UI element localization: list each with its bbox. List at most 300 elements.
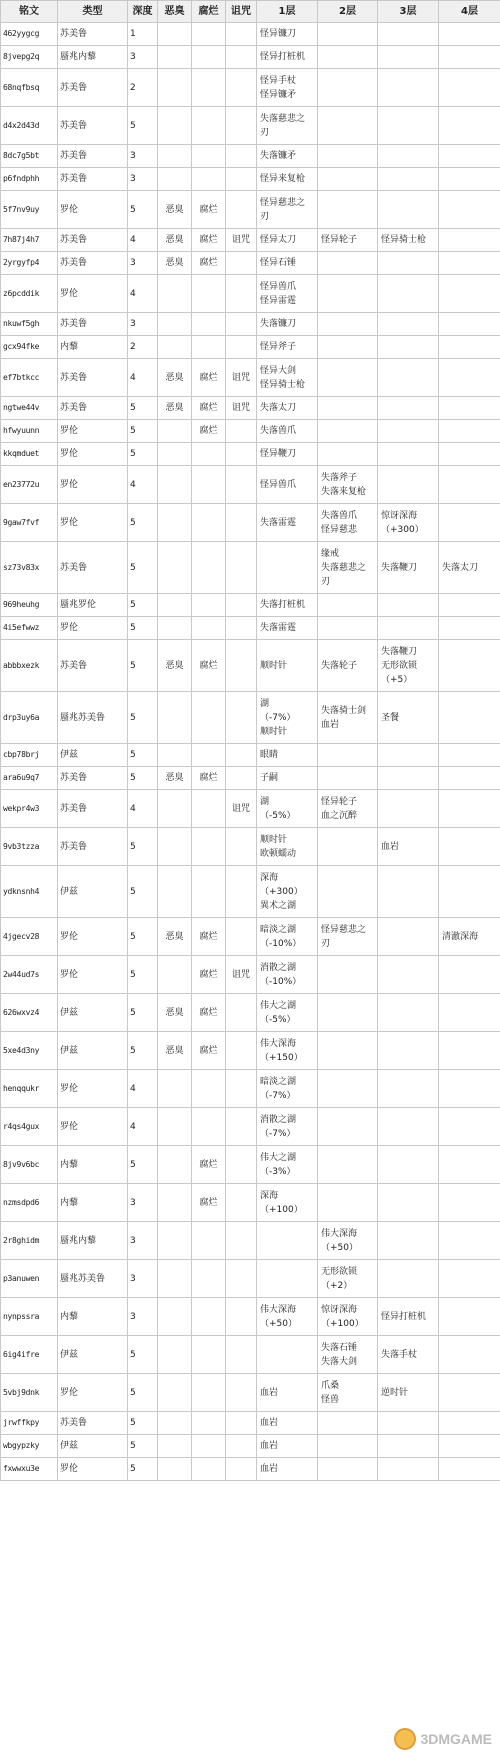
table-row xyxy=(1,1146,500,1184)
depth-cell: 4 xyxy=(128,1070,158,1108)
curse-cell: 诅咒 xyxy=(226,956,257,994)
layer-2-cell xyxy=(318,1336,378,1374)
header-curse: 诅咒 xyxy=(226,1,257,23)
glyph-cell: jrwffkpy xyxy=(1,1412,58,1435)
layer-1-cell xyxy=(257,692,318,744)
type-cell: 蜃兆苏美鲁 xyxy=(58,1260,128,1298)
layer-1-cell xyxy=(257,191,318,229)
table-row xyxy=(1,466,500,504)
depth-cell: 3 xyxy=(128,46,158,69)
layer-3-cell xyxy=(378,1146,439,1184)
layer-line: 逆时针 xyxy=(381,1387,409,1398)
rot-cell xyxy=(192,1435,226,1458)
layer-2-cell xyxy=(318,504,378,542)
type-cell: 苏美鲁 xyxy=(58,359,128,397)
header-depth: 深度 xyxy=(128,1,158,23)
layer-line: （+5） xyxy=(381,674,413,685)
layer-2-cell xyxy=(318,23,378,46)
type-cell: 罗伦 xyxy=(58,1374,128,1412)
header-layer-3: 3层 xyxy=(378,1,439,23)
type-cell: 内藜 xyxy=(58,1146,128,1184)
layer-2-cell xyxy=(318,313,378,336)
layer-4-cell xyxy=(439,918,500,956)
layer-line: 怪异轮子 xyxy=(321,235,358,245)
layer-2-cell xyxy=(318,275,378,313)
curse-cell xyxy=(226,145,257,168)
layer-1-cell xyxy=(257,252,318,275)
layer-4-cell xyxy=(439,1070,500,1108)
depth-cell: 5 xyxy=(128,692,158,744)
foul-cell xyxy=(158,1222,192,1260)
layer-line: 清澈深海 xyxy=(442,931,479,942)
layer-line: 失落兽爪 xyxy=(260,426,297,436)
layer-3-cell xyxy=(378,443,439,466)
layer-1-cell xyxy=(257,1146,318,1184)
layer-line: 怪异兽爪 xyxy=(260,281,297,292)
layer-3-cell xyxy=(378,790,439,828)
layer-1-cell xyxy=(257,1260,318,1298)
table-row xyxy=(1,640,500,692)
foul-cell xyxy=(158,23,192,46)
layer-line: 深海 xyxy=(260,872,279,883)
rot-cell xyxy=(192,466,226,504)
glyph-cell: p6fndphh xyxy=(1,168,58,191)
depth-cell: 5 xyxy=(128,767,158,790)
depth-cell: 4 xyxy=(128,790,158,828)
layer-line: 血岩 xyxy=(321,719,340,730)
layer-line: 失落斧子 xyxy=(321,472,358,483)
table-row xyxy=(1,918,500,956)
layer-line: 怪异慈悲之 xyxy=(321,924,367,935)
layer-4-cell xyxy=(439,191,500,229)
layer-3-cell xyxy=(378,107,439,145)
layer-2-cell xyxy=(318,191,378,229)
layer-line: 怪异来复枪 xyxy=(260,174,306,184)
layer-line: 湖 xyxy=(260,796,270,807)
layer-2-cell xyxy=(318,107,378,145)
3dm-logo-icon xyxy=(394,1728,416,1750)
layer-line: 怪异打桩机 xyxy=(260,52,306,62)
table-row xyxy=(1,866,500,918)
glyph-cell: drp3uy6a xyxy=(1,692,58,744)
foul-cell xyxy=(158,594,192,617)
glyph-cell: 626wxvz4 xyxy=(1,994,58,1032)
curse-cell xyxy=(226,443,257,466)
layer-1-cell xyxy=(257,1458,318,1481)
depth-cell: 5 xyxy=(128,191,158,229)
layer-3-cell xyxy=(378,956,439,994)
layer-4-cell xyxy=(439,1184,500,1222)
type-cell: 蜃兆内藜 xyxy=(58,1222,128,1260)
layer-line: 伟大深海 xyxy=(260,1038,297,1049)
layer-1-cell xyxy=(257,1108,318,1146)
rot-cell xyxy=(192,443,226,466)
table-row xyxy=(1,443,500,466)
foul-cell xyxy=(158,956,192,994)
layer-4-cell xyxy=(439,866,500,918)
foul-cell xyxy=(158,466,192,504)
layer-4-cell xyxy=(439,994,500,1032)
layer-3-cell xyxy=(378,252,439,275)
layer-1-cell xyxy=(257,918,318,956)
glyph-cell: 2yrgyfp4 xyxy=(1,252,58,275)
layer-line: （+100） xyxy=(321,1318,364,1329)
rot-cell xyxy=(192,1260,226,1298)
layer-4-cell xyxy=(439,443,500,466)
layer-1-cell xyxy=(257,23,318,46)
type-cell: 罗伦 xyxy=(58,617,128,640)
watermark xyxy=(394,1728,492,1750)
glyph-cell: 2w44ud7s xyxy=(1,956,58,994)
depth-cell: 4 xyxy=(128,1108,158,1146)
layer-3-cell xyxy=(378,191,439,229)
layer-line: 失落手杖 xyxy=(381,1349,418,1360)
type-cell: 罗伦 xyxy=(58,504,128,542)
layer-2-cell xyxy=(318,767,378,790)
rot-cell: 腐烂 xyxy=(192,359,226,397)
foul-cell xyxy=(158,1412,192,1435)
layer-3-cell xyxy=(378,542,439,594)
depth-cell: 3 xyxy=(128,168,158,191)
layer-line: （-5%） xyxy=(260,810,296,821)
glyph-cell: 6ig4ifre xyxy=(1,1336,58,1374)
layer-4-cell xyxy=(439,1222,500,1260)
table-row xyxy=(1,1108,500,1146)
rot-cell xyxy=(192,1298,226,1336)
layer-4-cell xyxy=(439,107,500,145)
layer-1-cell xyxy=(257,1435,318,1458)
rot-cell xyxy=(192,790,226,828)
curse-cell xyxy=(226,1260,257,1298)
foul-cell: 恶臭 xyxy=(158,397,192,420)
rot-cell: 腐烂 xyxy=(192,640,226,692)
layer-4-cell xyxy=(439,1260,500,1298)
layer-1-cell xyxy=(257,397,318,420)
layer-4-cell xyxy=(439,617,500,640)
foul-cell xyxy=(158,617,192,640)
layer-4-cell xyxy=(439,397,500,420)
layer-2-cell xyxy=(318,1412,378,1435)
depth-cell: 4 xyxy=(128,229,158,252)
layer-line: 怪异骑士枪 xyxy=(260,379,306,390)
foul-cell xyxy=(158,107,192,145)
table-row xyxy=(1,336,500,359)
glyph-cell: nynpssra xyxy=(1,1298,58,1336)
foul-cell xyxy=(158,542,192,594)
depth-cell: 5 xyxy=(128,397,158,420)
curse-cell xyxy=(226,69,257,107)
layer-2-cell xyxy=(318,443,378,466)
rot-cell xyxy=(192,1412,226,1435)
rot-cell xyxy=(192,504,226,542)
layer-4-cell xyxy=(439,744,500,767)
foul-cell xyxy=(158,1108,192,1146)
type-cell: 罗伦 xyxy=(58,1458,128,1481)
rot-cell xyxy=(192,107,226,145)
layer-3-cell xyxy=(378,692,439,744)
depth-cell: 5 xyxy=(128,866,158,918)
layer-line: 失落来复枪 xyxy=(321,486,367,497)
layer-3-cell xyxy=(378,23,439,46)
table-row xyxy=(1,692,500,744)
glyph-cell: 5vbj9dnk xyxy=(1,1374,58,1412)
curse-cell xyxy=(226,542,257,594)
layer-4-cell xyxy=(439,46,500,69)
foul-cell xyxy=(158,336,192,359)
layer-line: 伟大深海 xyxy=(321,1228,358,1239)
layer-3-cell xyxy=(378,767,439,790)
type-cell: 罗伦 xyxy=(58,443,128,466)
type-cell: 伊兹 xyxy=(58,1032,128,1070)
layer-2-cell xyxy=(318,1298,378,1336)
layer-1-cell xyxy=(257,145,318,168)
rot-cell xyxy=(192,744,226,767)
layer-3-cell xyxy=(378,994,439,1032)
table-row xyxy=(1,107,500,145)
layer-3-cell xyxy=(378,275,439,313)
table-row xyxy=(1,994,500,1032)
layer-line: 失落镰刀 xyxy=(260,319,297,329)
curse-cell xyxy=(226,23,257,46)
glyph-cell: ara6u9q7 xyxy=(1,767,58,790)
layer-2-cell xyxy=(318,542,378,594)
type-cell: 罗伦 xyxy=(58,275,128,313)
type-cell: 苏美鲁 xyxy=(58,542,128,594)
layer-line: 圣餐 xyxy=(381,712,400,723)
type-cell: 内藜 xyxy=(58,1184,128,1222)
foul-cell xyxy=(158,168,192,191)
layer-3-cell xyxy=(378,617,439,640)
depth-cell: 5 xyxy=(128,1336,158,1374)
foul-cell xyxy=(158,46,192,69)
layer-4-cell xyxy=(439,1298,500,1336)
header-layer-1: 1层 xyxy=(257,1,318,23)
depth-cell: 5 xyxy=(128,1032,158,1070)
depth-cell: 5 xyxy=(128,640,158,692)
layer-line: 血岩 xyxy=(260,1464,279,1474)
layer-2-cell xyxy=(318,594,378,617)
glyph-cell: henqqukr xyxy=(1,1070,58,1108)
depth-cell: 5 xyxy=(128,617,158,640)
depth-cell: 3 xyxy=(128,252,158,275)
curse-cell xyxy=(226,336,257,359)
glyph-cell: 4i5efwwz xyxy=(1,617,58,640)
curse-cell xyxy=(226,1298,257,1336)
type-cell: 蜃兆罗伦 xyxy=(58,594,128,617)
layer-1-cell xyxy=(257,1298,318,1336)
type-cell: 苏美鲁 xyxy=(58,640,128,692)
type-cell: 罗伦 xyxy=(58,956,128,994)
glyph-cell: z6pcddik xyxy=(1,275,58,313)
type-cell: 罗伦 xyxy=(58,1108,128,1146)
curse-cell xyxy=(226,1070,257,1108)
glyph-cell: r4qs4gux xyxy=(1,1108,58,1146)
layer-2-cell xyxy=(318,744,378,767)
layer-line: 怪异太刀 xyxy=(260,235,297,245)
foul-cell: 恶臭 xyxy=(158,359,192,397)
type-cell: 伊兹 xyxy=(58,1435,128,1458)
foul-cell xyxy=(158,1435,192,1458)
layer-4-cell xyxy=(439,1336,500,1374)
header-glyph: 铭文 xyxy=(1,1,58,23)
layer-3-cell xyxy=(378,640,439,692)
layer-4-cell xyxy=(439,69,500,107)
curse-cell xyxy=(226,1108,257,1146)
layer-2-cell xyxy=(318,640,378,692)
depth-cell: 5 xyxy=(128,594,158,617)
curse-cell xyxy=(226,1458,257,1481)
type-cell: 苏美鲁 xyxy=(58,107,128,145)
rot-cell xyxy=(192,145,226,168)
layer-line: 失落慈悲之 xyxy=(260,113,306,124)
curse-cell xyxy=(226,617,257,640)
layer-line: 失落大剑 xyxy=(321,1356,358,1367)
layer-4-cell xyxy=(439,504,500,542)
layer-3-cell xyxy=(378,229,439,252)
layer-line: （+100） xyxy=(260,1204,303,1215)
rot-cell xyxy=(192,168,226,191)
layer-line: （+150） xyxy=(260,1052,303,1063)
layer-3-cell xyxy=(378,69,439,107)
layer-line: 刃 xyxy=(321,938,331,949)
glyph-cell: gcx94fke xyxy=(1,336,58,359)
foul-cell: 恶臭 xyxy=(158,767,192,790)
depth-cell: 5 xyxy=(128,107,158,145)
layer-3-cell xyxy=(378,1435,439,1458)
table-row xyxy=(1,69,500,107)
layer-line: 暗淡之湖 xyxy=(260,1076,297,1087)
glyph-cell: ydknsnh4 xyxy=(1,866,58,918)
layer-line: 惊讶深海 xyxy=(321,1304,358,1315)
layer-2-cell xyxy=(318,229,378,252)
glyph-cell: ngtwe44v xyxy=(1,397,58,420)
table-row xyxy=(1,397,500,420)
layer-4-cell xyxy=(439,1435,500,1458)
layer-1-cell xyxy=(257,1374,318,1412)
layer-2-cell xyxy=(318,466,378,504)
layer-3-cell xyxy=(378,918,439,956)
layer-1-cell xyxy=(257,313,318,336)
table-row xyxy=(1,790,500,828)
layer-3-cell xyxy=(378,744,439,767)
type-cell: 苏美鲁 xyxy=(58,252,128,275)
layer-2-cell xyxy=(318,1435,378,1458)
table-row xyxy=(1,313,500,336)
layer-line: 顺时针 xyxy=(260,660,288,671)
rot-cell: 腐烂 xyxy=(192,918,226,956)
layer-2-cell xyxy=(318,1146,378,1184)
layer-line: 怪异大剑 xyxy=(260,365,297,376)
layer-3-cell xyxy=(378,504,439,542)
layer-1-cell xyxy=(257,1032,318,1070)
layer-1-cell xyxy=(257,767,318,790)
type-cell: 内藜 xyxy=(58,1298,128,1336)
layer-1-cell xyxy=(257,1184,318,1222)
curse-cell xyxy=(226,275,257,313)
layer-2-cell xyxy=(318,617,378,640)
curse-cell xyxy=(226,1146,257,1184)
layer-line: 失落骑士剑 xyxy=(321,705,367,716)
type-cell: 伊兹 xyxy=(58,744,128,767)
layer-line: 惊讶深海 xyxy=(381,510,418,521)
glyph-cell: 4jgecv28 xyxy=(1,918,58,956)
type-cell: 罗伦 xyxy=(58,191,128,229)
curse-cell xyxy=(226,692,257,744)
type-cell: 内藜 xyxy=(58,336,128,359)
foul-cell xyxy=(158,1260,192,1298)
glyph-cell: d4x2d43d xyxy=(1,107,58,145)
layer-4-cell xyxy=(439,168,500,191)
layer-line: 欧顿蠕动 xyxy=(260,848,297,859)
depth-cell: 3 xyxy=(128,1184,158,1222)
table-row xyxy=(1,1070,500,1108)
rot-cell: 腐烂 xyxy=(192,994,226,1032)
table-row xyxy=(1,191,500,229)
rot-cell xyxy=(192,692,226,744)
table-row xyxy=(1,828,500,866)
depth-cell: 5 xyxy=(128,1412,158,1435)
header-rot: 腐烂 xyxy=(192,1,226,23)
glyph-cell: 9gaw7fvf xyxy=(1,504,58,542)
layer-4-cell xyxy=(439,275,500,313)
table-row xyxy=(1,23,500,46)
layer-line: （-10%） xyxy=(260,938,302,949)
table-row xyxy=(1,1374,500,1412)
depth-cell: 5 xyxy=(128,994,158,1032)
layer-3-cell xyxy=(378,313,439,336)
rot-cell: 腐烂 xyxy=(192,397,226,420)
layer-1-cell xyxy=(257,1070,318,1108)
glyph-cell: 8jvepg2q xyxy=(1,46,58,69)
depth-cell: 1 xyxy=(128,23,158,46)
layer-line: 失落雷霆 xyxy=(260,623,297,633)
layer-4-cell xyxy=(439,420,500,443)
header-layer-4: 4层 xyxy=(439,1,500,23)
layer-4-cell xyxy=(439,594,500,617)
curse-cell xyxy=(226,420,257,443)
layer-4-cell xyxy=(439,229,500,252)
rot-cell xyxy=(192,336,226,359)
layer-1-cell xyxy=(257,168,318,191)
depth-cell: 3 xyxy=(128,145,158,168)
rot-cell xyxy=(192,1108,226,1146)
depth-cell: 5 xyxy=(128,1146,158,1184)
rot-cell xyxy=(192,1070,226,1108)
curse-cell xyxy=(226,1412,257,1435)
layer-2-cell xyxy=(318,1458,378,1481)
layer-line: 眼睛 xyxy=(260,750,279,760)
table-row xyxy=(1,504,500,542)
layer-2-cell xyxy=(318,1260,378,1298)
layer-3-cell xyxy=(378,466,439,504)
layer-line: 怪异慈悲之 xyxy=(260,197,306,208)
curse-cell xyxy=(226,1222,257,1260)
layer-line: （-7%） xyxy=(260,1090,296,1101)
curse-cell xyxy=(226,994,257,1032)
layer-3-cell xyxy=(378,420,439,443)
layer-line: 无形欲锁 xyxy=(321,1266,358,1277)
layer-line: （+300） xyxy=(381,524,424,535)
layer-line: 失落鞭刀 xyxy=(381,646,418,657)
layer-line: （-5%） xyxy=(260,1014,296,1025)
layer-3-cell xyxy=(378,594,439,617)
foul-cell: 恶臭 xyxy=(158,229,192,252)
table-row xyxy=(1,1032,500,1070)
layer-line: 血岩 xyxy=(381,841,400,852)
layer-3-cell xyxy=(378,1222,439,1260)
glyph-cell: 462yygcg xyxy=(1,23,58,46)
glyph-cell: kkqmduet xyxy=(1,443,58,466)
